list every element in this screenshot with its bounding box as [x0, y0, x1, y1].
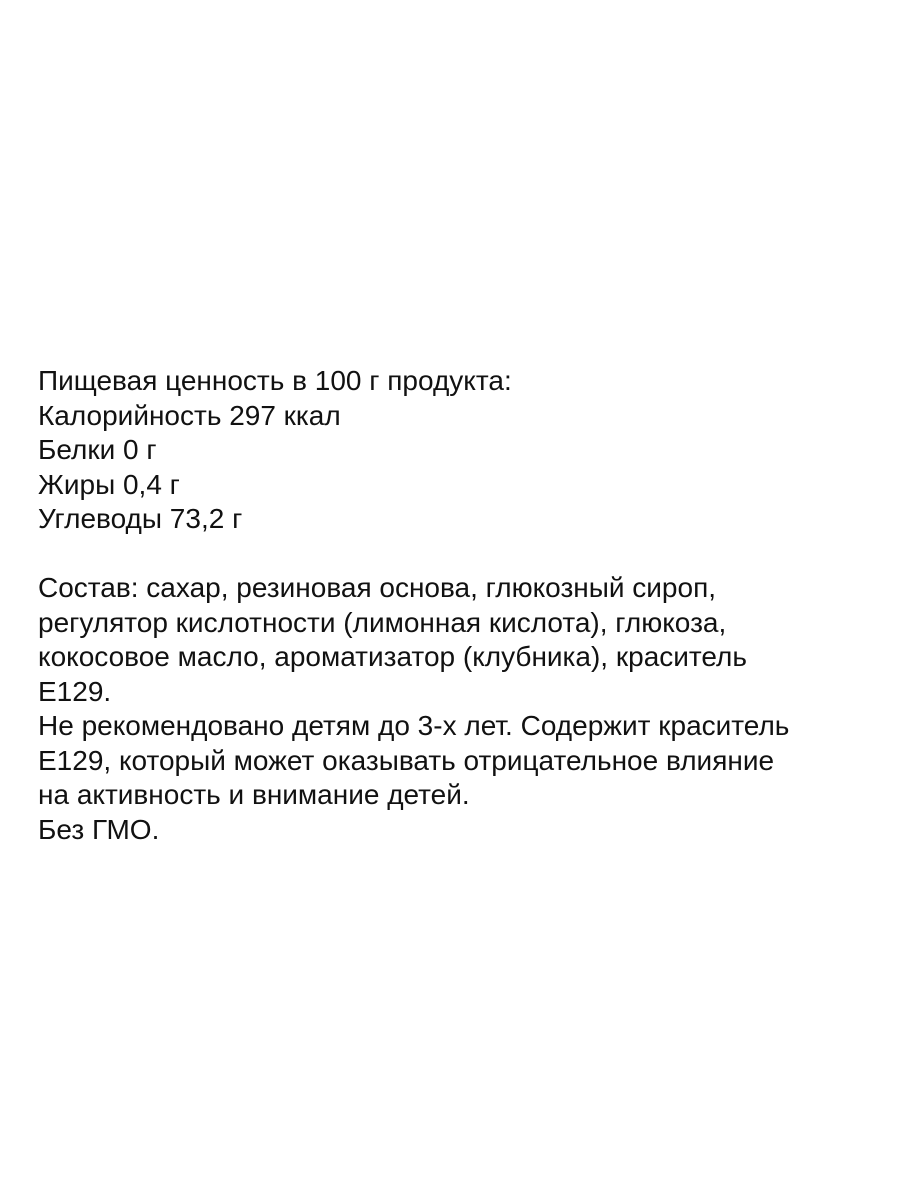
nutrition-section — [38, 364, 878, 537]
warning-line: на активность и внимание детей. — [38, 779, 470, 810]
nutrition-heading: Пищевая ценность в 100 г продукта: — [38, 365, 512, 396]
carbs-line: Углеводы 73,2 г — [38, 503, 243, 534]
calories-line: Калорийность 297 ккал — [38, 399, 341, 431]
composition-line: регулятор кислотности (лимонная кислота), глюкоза, — [38, 606, 727, 638]
protein-line: Белки 0 г — [38, 434, 157, 465]
composition-line: E129. — [38, 675, 112, 707]
warning-section — [38, 709, 878, 813]
product-info-document — [38, 364, 878, 847]
warning-line: E129, который может оказывать отрицательное влияние — [38, 744, 775, 776]
warning-line: Не рекомендовано детям до 3-х лет. Содержит краситель — [38, 710, 790, 741]
gmo-free-note: Без ГМО. — [38, 813, 160, 845]
composition-line: кокосовое масло, ароматизатор (клубника), краситель — [38, 641, 747, 672]
composition-section — [38, 571, 878, 709]
section-spacer — [38, 537, 878, 572]
fat-line: Жиры 0,4 г — [38, 468, 180, 500]
composition-line: Состав: сахар, резиновая основа, глюкозный сироп, — [38, 572, 717, 603]
